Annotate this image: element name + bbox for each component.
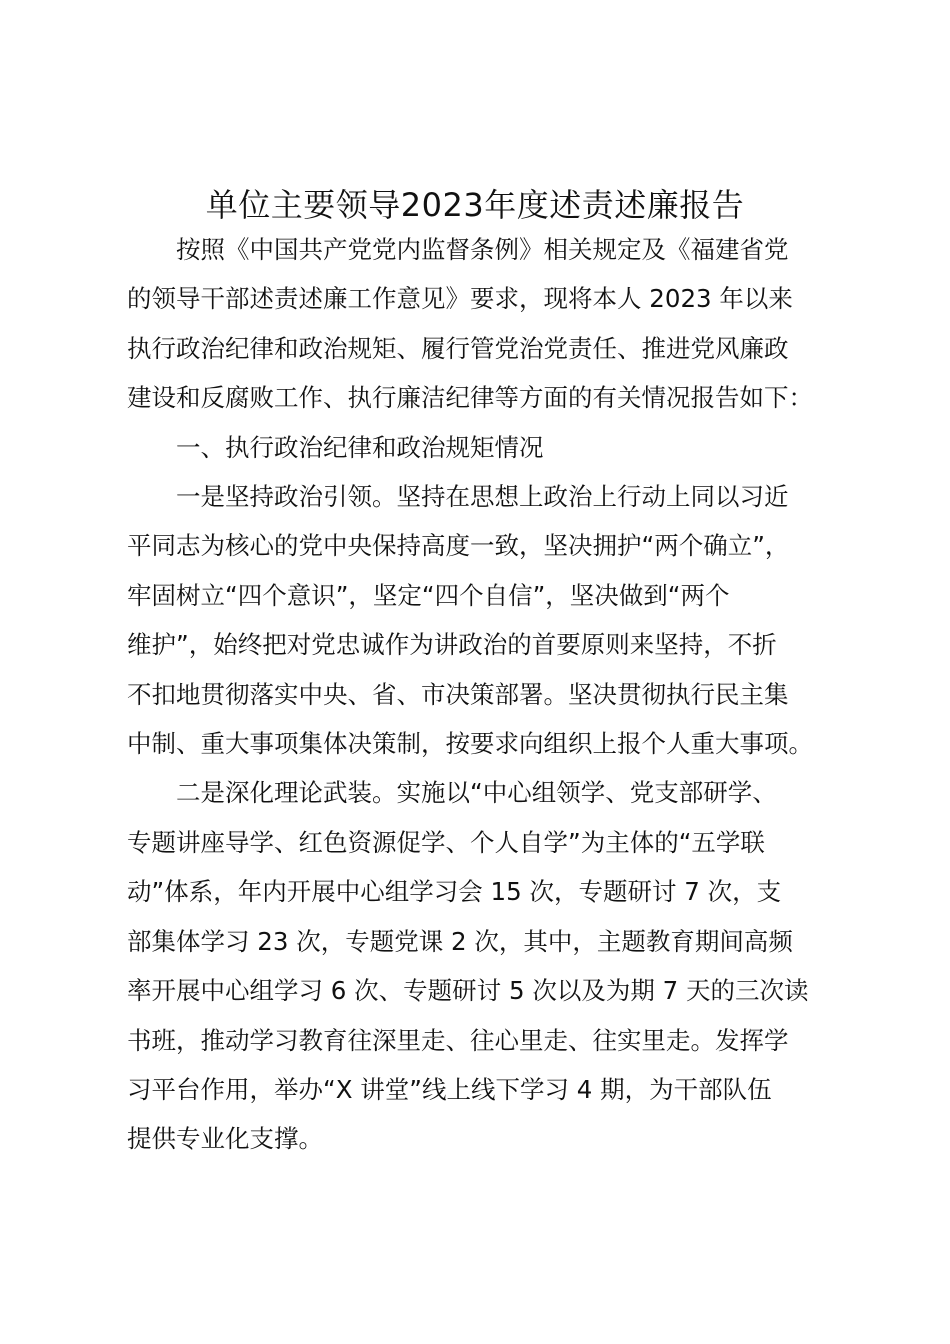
- body-line: 率开展中心组学习 6 次、专题研讨 5 次以及为期 7 天的三次读: [127, 976, 809, 1006]
- body-line: 建设和反腐败工作、执行廉洁纪律等方面的有关情况报告如下：: [127, 383, 813, 413]
- body-line: 提供专业化支撑。: [127, 1124, 323, 1154]
- body-line: 维护”，始终把对党忠诚作为讲政治的首要原则来坚持，不折: [127, 630, 777, 660]
- body-line: 按照《中国共产党党内监督条例》相关规定及《福建省党: [176, 235, 789, 264]
- body-line: 中制、重大事项集体决策制，按要求向组织上报个人重大事项。: [127, 729, 813, 759]
- body-line: 动”体系，年内开展中心组学习会 15 次，专题研讨 7 次，支: [127, 877, 782, 907]
- body-line: 一、执行政治纪律和政治规矩情况: [176, 432, 544, 462]
- body-line: 一是坚持政治引领。坚持在思想上政治上行动上同以习近: [176, 482, 789, 512]
- document-title: 单位主要领导2023年度述责述廉报告: [205, 186, 745, 224]
- body-line: 不扣地贯彻落实中央、省、市决策部署。坚决贯彻执行民主集: [127, 679, 789, 709]
- body-line: 平同志为核心的党中央保持高度一致，坚决拥护“两个确立”，: [127, 531, 790, 561]
- body-line: 专题讲座导学、红色资源促学、个人自学”为主体的“五学联: [127, 827, 765, 857]
- document-body: [127, 225, 833, 1164]
- body-line: 执行政治纪律和政治规矩、履行管党治党责任、推进党风廉政: [127, 333, 789, 363]
- body-line: 书班，推动学习教育往深里走、往心里走、往实里走。发挥学: [127, 1025, 789, 1055]
- body-line: 牢固树立“四个意识”，坚定“四个自信”，坚决做到“两个: [127, 580, 730, 610]
- body-line: 习平台作用，举办“X 讲堂”线上线下学习 4 期，为干部队伍: [127, 1074, 772, 1104]
- body-line: 二是深化理论武装。实施以“中心组领学、党支部研学、: [176, 778, 777, 808]
- body-line: 的领导干部述责述廉工作意见》要求，现将本人 2023 年以来: [127, 284, 793, 314]
- body-line: 部集体学习 23 次，专题党课 2 次，其中，主题教育期间高频: [127, 926, 793, 956]
